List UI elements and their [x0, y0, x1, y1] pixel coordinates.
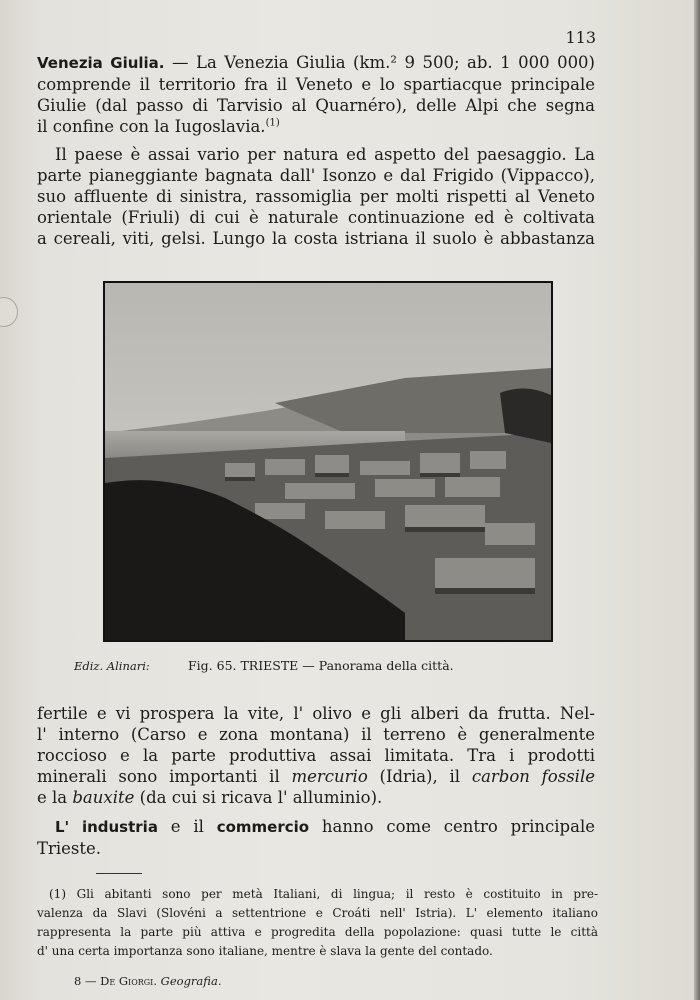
italic-term: carbon fossile — [471, 767, 595, 786]
footnote-line: d' una certa importanza sono italiane, mentre è slava la gente del contado. — [37, 944, 493, 958]
text-line — [37, 816, 595, 838]
page-number: 113 — [565, 28, 596, 47]
text-line: Giulie (dal passo di Tarvisio al Quarnéro), delle Alpi che segna — [37, 96, 595, 115]
footnote-line: valenza da Slavi (Slovéni a settentrione e Croáti nell' Istria). L' elemento italiano — [37, 906, 598, 920]
italic-term: mercurio — [291, 767, 368, 786]
text-line: suo affluente di sinistra, rassomiglia per molti rispetti al Veneto — [37, 187, 595, 206]
text-run: e il — [157, 817, 217, 836]
bold-term: commercio — [216, 818, 310, 836]
text-line: parte pianeggiante bagnata dall' Isonzo e dal Frigido (Vippacco), — [37, 166, 595, 185]
text-line: a cereali, viti, gelsi. Lungo la costa istriana il suolo è abbastanza — [37, 229, 595, 248]
text-line — [37, 116, 595, 137]
paragraph-paesaggio — [37, 144, 595, 249]
text-line — [37, 787, 595, 808]
text-run: minerali sono importanti il — [37, 767, 292, 786]
text-run: (da cui si ricava l' alluminio). — [134, 788, 383, 807]
footnote-reference: (1) — [265, 117, 280, 129]
text-run: il confine con la Iugoslavia. — [37, 117, 266, 136]
text-run: (Idria), il — [367, 767, 472, 786]
text-line — [37, 52, 595, 74]
page-edge — [694, 0, 700, 1000]
trieste-panorama-photo — [103, 281, 553, 642]
footnote-line: (1) Gli abitanti sono per metà Italiani, di lingua; il resto è costituito in pre- — [49, 887, 598, 901]
text-line: Trieste. — [37, 839, 102, 858]
text-line: fertile e vi prospera la vite, l' olivo e gli alberi da frutta. Nel- — [37, 704, 595, 723]
text-run: — La Venezia Giulia (km.² 9 500; ab. 1 000 000) — [172, 53, 595, 72]
footnote — [37, 885, 598, 961]
text-line: Il paese è assai vario per natura ed aspetto del paesaggio. La — [55, 145, 595, 164]
text-line: orientale (Friuli) di cui è naturale continuazione ed è coltivata — [37, 208, 595, 227]
figure-caption: Fig. 65. TRIESTE — Panorama della città. — [188, 658, 454, 673]
text-run: hanno come centro principale — [309, 817, 595, 836]
photo-illustration — [105, 283, 551, 640]
text-run: e la — [37, 788, 73, 807]
sheet-number: 8 — — [74, 974, 101, 988]
paragraph-venezia-giulia — [37, 52, 595, 137]
paragraph-industria — [37, 816, 595, 859]
footnote-line: rappresenta la parte più attiva e progredita della popolazione: quasi tutte le città — [37, 925, 598, 939]
binding-hole — [0, 297, 18, 327]
photo-credit: Ediz. Alinari: — [74, 659, 150, 673]
paragraph-prodotti — [37, 703, 595, 808]
footnote-divider — [96, 873, 142, 874]
text-line: roccioso e la parte produttiva assai limitata. Tra i prodotti — [37, 746, 595, 765]
text-line — [37, 766, 595, 787]
section-heading: Venezia Giulia. — [37, 54, 165, 72]
bold-term: L' industria — [55, 818, 158, 836]
author-name: De Giorgi. — [100, 974, 157, 988]
text-line: l' interno (Carso e zona montana) il terreno è generalmente — [37, 725, 595, 744]
text-line: comprende il territorio fra il Veneto e lo spartiacque principale — [37, 75, 595, 94]
book-title: Geografia. — [160, 974, 222, 988]
printer-signature — [74, 974, 221, 988]
italic-term: bauxite — [72, 788, 135, 807]
